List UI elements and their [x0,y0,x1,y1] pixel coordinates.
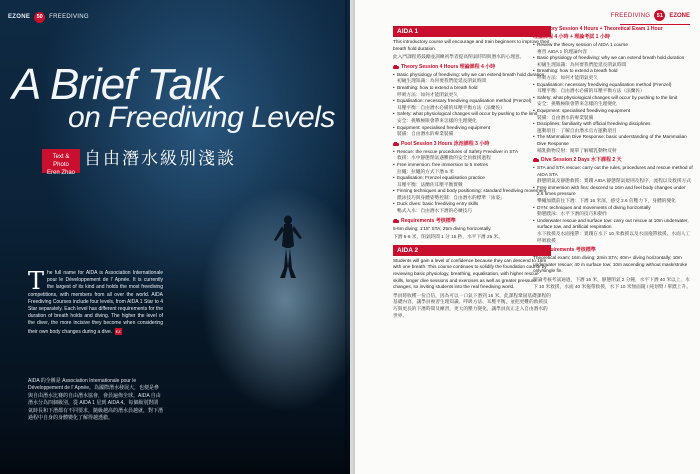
pool-icon [393,142,399,147]
aida1-requirements-en: 5-6m diving; 1'15" STA; 25m diving horizontally. [393,225,492,231]
list-item: • Equalisation: necessary freediving equalisation method (Frenzel) 耳壓平衡：自由潛水必備的耳壓平衡方法（法蘭佐） [393,98,551,111]
aida2-theory-list [533,42,693,154]
dive-icon [533,158,539,163]
left-page-header [8,10,89,24]
list-item: • Underwater rescue and surface tow: carry out rescue at 10m underwater, surface tow, and artificial respiration 水下救援及水面拖帶：實踐在水下 10 米救援以及水面拖帶救援、水面人工呼吸救援 [533,218,693,244]
article-column-right [533,26,693,292]
intro-chinese: AIDA 的全稱是 Association Internationale pour le Développement de l' Apnée。為國際潛水發展大，也便是參與自由潛水比賽的自由潛水協會，會員遍佈全球。AIDA 自由潛水分為四個級別，從 AIDA 1 星到 AIDA 4。每個級別對閉氣時長和下潛都有不同要求，隨級越高的潛水員越就，對下潛過程中自身的身體變化了解得越透徹。 [28,378,164,422]
page-number: 51 [654,10,665,21]
zone-label: EZONE [8,14,31,20]
zone-label: EZONE [669,12,690,19]
aida2-intro-cn: 學員將收穫一份自信，因為可以一口氣下潛到 16 米。此課程鞏固基礎課程的基礎內容，讓學員複習生理知識、呼吸方法、耳壓平衡，並把更難的救援技巧與更長的下潛時間及練習，更大的壓力變化，讓學員真正走入自由潛水的世界。 [393,292,551,318]
list-item: • Safety: what physiological changes will occur by pushing to the limit 安全：挑戰極限會帶來怎樣的生理變化 [393,111,551,124]
aida2-theory-heading-cn: 理論課程 4 小時 + 理論考試 1 小時 [533,34,610,40]
list-item: • Finning techniques and body positioning: standard freediving movement 蹼泳技巧與身體姿勢控制：自由潛水的標準「泳姿」 [393,188,551,201]
aida1-requirements-heading [393,218,551,225]
aida1-intro-cn: 此入門課程將鼓勵並訓練初學者提高閉氣時間與潛水的心理意。 [393,54,525,60]
list-item: • Equipment: specialised freediving equipment 裝備：自由潛水的專業裝備 [393,125,551,138]
aida1-requirements-cn: 下潛 5-6 米，閉氣時間 1 分 15 秒，水平下潛 25 米。 [393,234,503,240]
aida1-theory-heading-text: Theory Session 4 Hours 理論課程 4 小時 [401,63,496,70]
list-item: • Free immersion with fins: descend to 16m and feel body changes under 2.6 times pressure 攀繩加蹼前往下潛：下潛 16 米深，感受 2.6 倍壓力下，身體的變化 [533,185,693,205]
list-item: • Rescue: the rescue procedures of Safety Freediver in STA 救援：水中靜態閉氣遇難救的安全員救援過程 [393,149,551,162]
aida1-pool-heading [393,141,551,148]
aida2-requirements-cn: 理論考核考試通過，下潛 16 米，靜態閉氣 2 分鐘，水平下潛 40 米以上，水下 10 米救援，水面 40 米拖帶救援，水下 10 米無面鏡 / 純划臂 / 單蹼上升。 [533,277,691,289]
credit-box [42,149,80,176]
aida2-theory-heading [533,26,693,33]
aida1-requirements-heading-text: Requirements 考核標準 [401,217,456,224]
book-icon [393,65,399,70]
drop-cap: T [28,267,45,295]
list-item: • Disciplines: familiarity with official freediving disciplines 運動項目：了解自由潛水官方運動項目 [533,121,693,134]
diver-silhouette-icon [268,210,308,280]
credit-line-1: Text & Photo [52,154,70,168]
list-item: • DYN: techniques and movements of diving horizontally 動態蹼泳：水平下潛的技巧和動作 [533,205,693,218]
checklist-icon [393,219,399,224]
list-item: • Equalisation: necessary freediving equalisation method (Frenzel) 耳壓平衡：自由潛水必備的耳壓平衡方法（法蘭佐） [533,82,693,95]
list-item: • Equipment: specialised freediving equipment 裝備：自由潛水的專業裝備 [533,108,693,121]
aida2-dive-heading [533,157,693,164]
list-item: • Safety: what physiological changes will occur by pushing to the limit 安全：挑戰極限會帶來怎樣的生理變化 [533,95,693,108]
list-item: • Duck dives: basic freediving entry skills 鴨式入水：自由潛水下潛的必練技巧 [393,201,551,214]
intro-english-text: he full name for AIDA is Association Internationale pour le Développement de l' Apnée. It is currently the largest of its kind and holds the most freediving competitions, with members from all over the world. AIDA Freediving Courses include four levels, from AIDA 1 Star to 4 Star separately. Each level has different requirements for the duration of breath holds and diving. The higher the level of the diver, the more incisive they become when considering their own body changes during a dive. [28,270,163,335]
title-line-1: A Brief Talk [12,60,222,109]
aida1-pool-heading-text: Pool Session 3 Hours 泳池課程 3 小時 [401,140,490,147]
right-page [355,0,700,474]
aida1-heading: AIDA 1 [393,26,551,37]
header-rule [620,24,690,25]
list-item: • Free immersion: free immersion to 5 metres 拉繩：拉繩的方式下潛 5 米 [393,162,551,175]
list-item: • Basic physiology of freediving: why we can extend breath hold duration 初級生理知識：為何要我們能延長閉氣時間 [393,72,551,85]
title-line-2: on Freediving Levels [68,101,335,134]
aida2-requirements-heading-text: Requirements 考核標準 [541,247,596,254]
aida1-theory-list [393,72,551,138]
aida2-requirements-heading [533,247,693,254]
list-item: • Breathing: how to extend a breath hold 呼吸方法：如何才能閉氣更久 [393,85,551,98]
checklist-icon [533,248,539,253]
right-page-header [611,10,690,21]
list-item: • The Mammalian Dive Response: basic understanding of the Mammalian Dive Response 哺乳動物反射：簡單了解哺乳動物反射 [533,134,693,154]
book-icon [533,27,539,32]
list-item: • Review the theory session of AIDA 1 course 複習 AIDA 1 的理論內容 [533,42,693,55]
chinese-title: 自由潛水級別淺談 [84,149,236,169]
aida2-theory-heading-text: Theory Session 4 Hours + Theoretical Exam 1 Hour [541,26,663,32]
aida2-intro-en: Students will gain a level of confidence because they can descend to 16m with one breath. This course continues to solidify the foundation course by reviewing basic physiology, breathing, equalisation, with higher rescue skills, longer dive sessions and exercises as well as greater pressure changes, so inviting students into the real freediving world. [393,257,547,290]
list-item: • Breathing: how to extend a breath hold 呼吸方法：如何才能閉氣更久 [533,68,693,81]
list-item: • STA and STA rescue: carry out the rules, procedures and rescue method of AIDA STA 靜態閉氣及靜態救援：實踐 AIDA 靜態閉氣規則及程序，流程以及救援方式 [533,165,693,185]
intro-english [28,267,163,336]
list-item: • Basic physiology of freediving: why we can extend breath hold duration 初級生理知識：為何要我們能延長閉氣時間 [533,55,693,68]
credit-line-2: Eren Zhao [46,170,76,176]
page-number: 50 [34,12,45,23]
aida1-theory-heading [393,64,551,71]
seabed-shadow [0,426,350,474]
section-label: FREEDIVING [610,12,651,19]
section-label: FREEDIVING [49,14,89,20]
list-item: • Equalisation: Frenzel equalisation practice 耳壓平衡：法蘭佐耳壓平衡實戰 [393,175,551,188]
article-column-left [393,26,551,321]
ez-end-badge: EZ [115,328,121,334]
aida2-dive-heading-text: Dive Session 2 Days 水下課程 2 天 [541,157,622,164]
aida2-requirements-en: Theoretical exam; 16m diving; 2min STA; 40m+ diving horizontally; 10m underwater rescue; 40 m surface tow; 10m ascending without mask/stroke only/single fin. [533,255,688,274]
aida1-intro-en: This introductory course will encourage and train beginners to improve their breath hold duration. [393,39,550,51]
aida2-dive-list [533,165,693,244]
aida2-heading: AIDA 2 [393,245,551,256]
aida1-pool-list [393,149,551,215]
